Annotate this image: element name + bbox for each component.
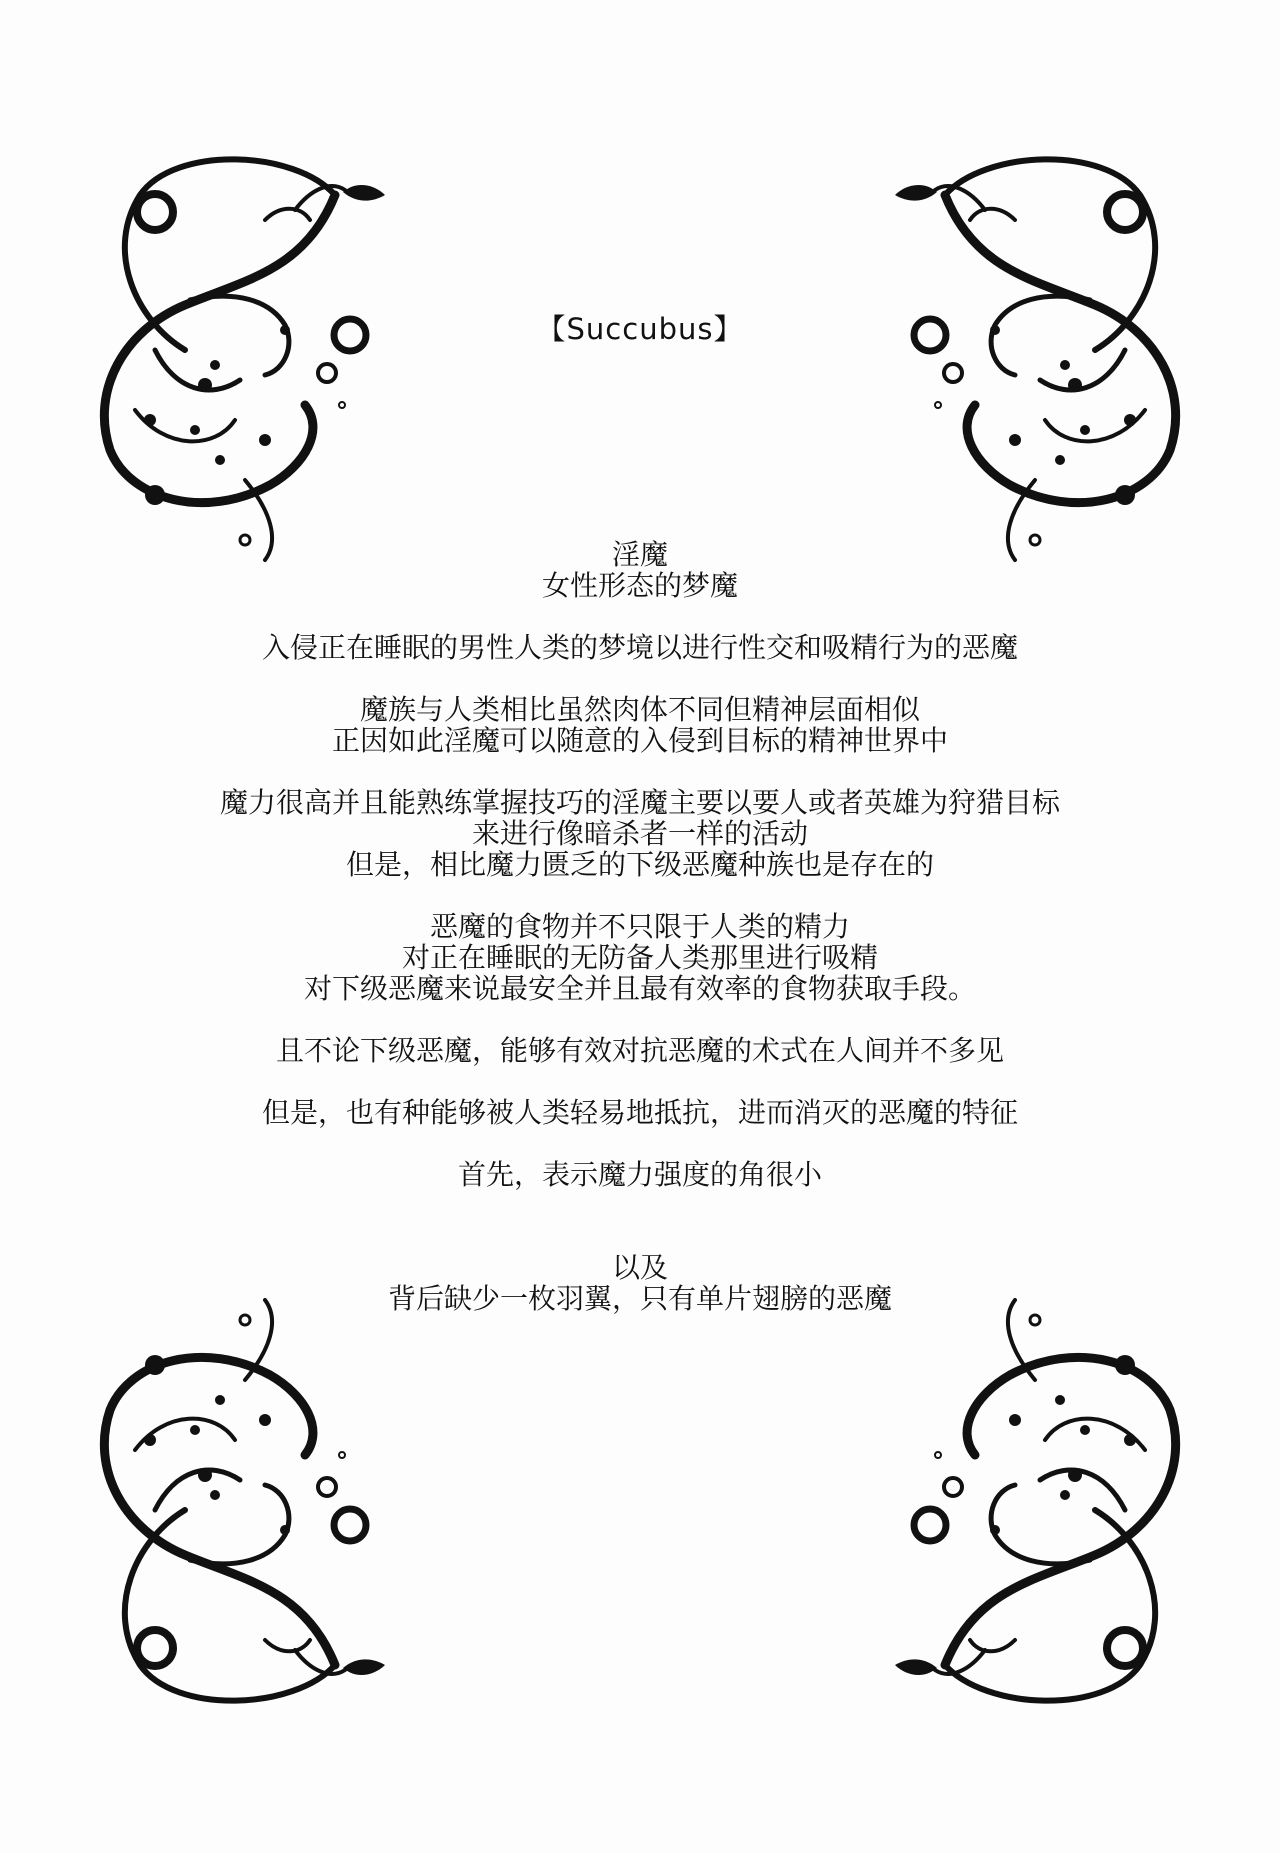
flourish-swirl-icon xyxy=(885,1290,1185,1710)
paragraph-line: 且不论下级恶魔，能够有效对抗恶魔的术式在人间并不多见 xyxy=(275,1034,1004,1067)
flourish-swirl-icon xyxy=(95,150,395,570)
paragraph-line: 女性形态的梦魔 xyxy=(541,569,738,602)
paragraph-gap xyxy=(0,756,1280,787)
flourish-swirl-icon xyxy=(885,150,1185,570)
paragraph-line: 但是，相比魔力匮乏的下级恶魔种族也是存在的 xyxy=(345,848,934,881)
paragraph-gap xyxy=(0,1221,1280,1252)
paragraph-line: 魔力很高并且能熟练掌握技巧的淫魔主要以要人或者英雄为狩猎目标 xyxy=(219,786,1060,819)
paragraph-gap xyxy=(0,601,1280,632)
paragraph-line: 但是，也有种能够被人类轻易地抵抗，进而消灭的恶魔的特征 xyxy=(261,1096,1018,1129)
paragraph-line: 恶魔的食物并不只限于人类的精力 xyxy=(429,910,850,943)
paragraph-gap xyxy=(0,1066,1280,1097)
paragraph-line: 淫魔 xyxy=(611,538,668,571)
paragraph-gap xyxy=(0,1190,1280,1221)
paragraph-line: 对正在睡眠的无防备人类那里进行吸精 xyxy=(401,941,878,974)
paragraph-gap xyxy=(0,663,1280,694)
paragraph-line: 首先，表示魔力强度的角很小 xyxy=(457,1158,822,1191)
page-title: 【Succubus】 xyxy=(536,312,744,346)
paragraph-line: 来进行像暗杀者一样的活动 xyxy=(471,817,808,850)
flourish-swirl-icon xyxy=(95,1290,395,1710)
body-text xyxy=(0,539,1280,1314)
paragraph-gap xyxy=(0,1004,1280,1035)
paragraph-line: 背后缺少一枚羽翼，只有单片翅膀的恶魔 xyxy=(387,1282,892,1315)
paragraph-line: 正因如此淫魔可以随意的入侵到目标的精神世界中 xyxy=(331,724,948,757)
paragraph-line: 入侵正在睡眠的男性人类的梦境以进行性交和吸精行为的恶魔 xyxy=(261,631,1018,664)
paragraph-line: 对下级恶魔来说最安全并且最有效率的食物获取手段。 xyxy=(303,972,976,1005)
paragraph-gap xyxy=(0,1128,1280,1159)
paragraph-line: 以及 xyxy=(611,1251,668,1284)
paragraph-gap xyxy=(0,880,1280,911)
paragraph-line: 魔族与人类相比虽然肉体不同但精神层面相似 xyxy=(359,693,920,726)
